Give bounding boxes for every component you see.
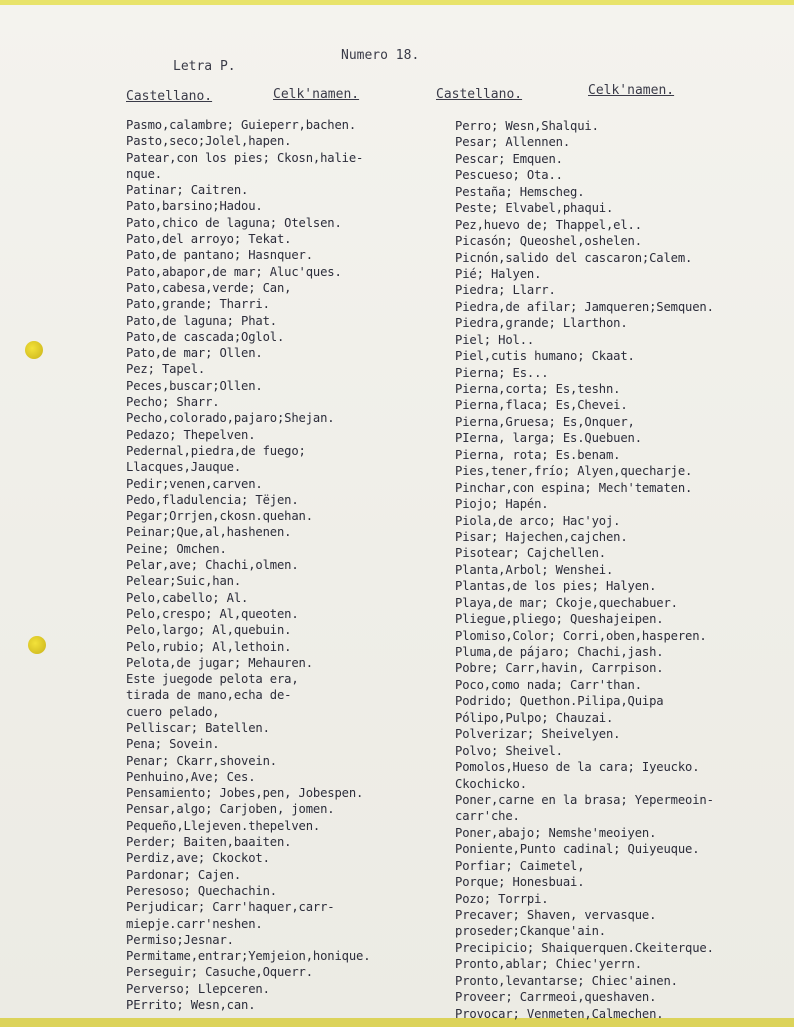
vocabulary-entry: Pasto,seco;Jolel,hapen. — [126, 134, 292, 149]
vocabulary-entry: Pies,tener,frío; Alyen,quecharje. — [455, 464, 693, 479]
vocabulary-entry: Pardonar; Cajen. — [126, 867, 241, 882]
vocabulary-entry: Permiso;Jesnar. — [126, 932, 234, 947]
binder-hole — [25, 341, 43, 359]
vocabulary-entry: Pisar; Hajechen,cajchen. — [455, 529, 628, 544]
vocabulary-entry: Pólipo,Pulpo; Chauzai. — [455, 710, 614, 725]
vocabulary-entry: Perverso; Llepceren. — [126, 981, 270, 996]
vocabulary-entry: Piel; Hol.. — [455, 332, 535, 347]
vocabulary-entry: Pedo,fladulencia; Tëjen. — [126, 492, 299, 507]
vocabulary-entry: Poniente,Punto cadinal; Quiyeuque. — [455, 842, 700, 857]
vocabulary-entry: nque. — [126, 166, 162, 181]
vocabulary-entry: Pedernal,piedra,de fuego; — [126, 443, 306, 458]
vocabulary-entry: Pescar; Emquen. — [455, 151, 563, 166]
vocabulary-entry: Podrido; Quethon.Pilipa,Quipa — [455, 694, 664, 709]
vocabulary-entry: Pelo,rubio; Al,lethoin. — [126, 639, 292, 654]
vocabulary-entry: PIerna, larga; Es.Quebuen. — [455, 431, 642, 446]
vocabulary-entry: Pato,barsino;Hadou. — [126, 199, 263, 214]
vocabulary-entry: Pliegue,pliego; Queshajeipen. — [455, 612, 664, 627]
vocabulary-entry: Peinar;Que,al,hashenen. — [126, 525, 292, 540]
vocabulary-entry: Pelo,crespo; Al,queoten. — [126, 606, 299, 621]
vocabulary-entry: Picnón,salido del cascaron;Calem. — [455, 250, 693, 265]
vocabulary-entry: Pegar;Orrjen,ckosn.quehan. — [126, 509, 313, 524]
page-number-heading: Numero 18. — [341, 48, 420, 63]
vocabulary-entry: miepje.carr'neshen. — [126, 916, 263, 931]
vocabulary-entry: Pinchar,con espina; Mech'tematen. — [455, 480, 693, 495]
vocabulary-entry: cuero pelado, — [126, 704, 220, 719]
vocabulary-entry: Pedir;venen,carven. — [126, 476, 263, 491]
vocabulary-entry: Pelar,ave; Chachi,olmen. — [126, 558, 299, 573]
vocabulary-entry: Perder; Baiten,baaiten. — [126, 835, 292, 850]
vocabulary-entry: Perro; Wesn,Shalqui. — [455, 119, 599, 133]
vocabulary-entry: Perdiz,ave; Ckockot. — [126, 851, 270, 866]
vocabulary-entry: Pecho,colorado,pajaro;Shejan. — [126, 411, 335, 426]
vocabulary-entry: Peresoso; Quechachin. — [126, 883, 277, 898]
vocabulary-entry: Peces,buscar;Ollen. — [126, 378, 263, 393]
vocabulary-entry: Peine; Omchen. — [126, 541, 227, 556]
vocabulary-entry: Pestaña; Hemscheg. — [455, 184, 585, 199]
vocabulary-entry: Ckochicko. — [455, 776, 527, 791]
vocabulary-entry: Pozo; Torrpi. — [455, 891, 549, 906]
vocabulary-entry: Pecho; Sharr. — [126, 395, 220, 410]
vocabulary-entry: Llacques,Jauque. — [126, 460, 241, 475]
vocabulary-entry: Peste; Elvabel,phaqui. — [455, 201, 614, 216]
vocabulary-entry: Pierna,Gruesa; Es,Onquer, — [455, 414, 635, 429]
vocabulary-entry: Pensamiento; Jobes,pen, Jobespen. — [126, 786, 364, 801]
vocabulary-entry: Picasón; Queoshel,oshelen. — [455, 234, 642, 249]
vocabulary-entry: Pelo,cabello; Al. — [126, 590, 249, 605]
vocabulary-entry: Pasmo,calambre; Guieperr,bachen. — [126, 118, 356, 132]
vocabulary-entry: Pelear;Suic,han. — [126, 574, 241, 589]
vocabulary-entry: Piola,de arco; Hac'yoj. — [455, 513, 621, 528]
vocabulary-entry: Piedra; Llarr. — [455, 283, 556, 298]
vocabulary-entry: Permitame,entrar;Yemjeion,honique. — [126, 949, 371, 964]
vocabulary-entry: Pato,de laguna; Phat. — [126, 313, 277, 328]
column-header-celknamen-right: Celk'namen. — [588, 83, 675, 98]
vocabulary-entry: Pierna,corta; Es,teshn. — [455, 382, 621, 396]
vocabulary-entry: Pato,chico de laguna; Otelsen. — [126, 215, 342, 230]
vocabulary-entry: Pisotear; Cajchellen. — [455, 546, 606, 561]
letter-heading: Letra P. — [173, 59, 236, 74]
vocabulary-entry: Pato,del arroyo; Tekat. — [126, 232, 292, 247]
vocabulary-entry: Pato,de cascada;Oglol. — [126, 329, 285, 344]
vocabulary-entry: Pato,de mar; Ollen. — [126, 346, 263, 361]
vocabulary-entry: Piedra,grande; Llarthon. — [455, 316, 628, 331]
vocabulary-entry: Patear,con los pies; Ckosn,halie- — [126, 150, 364, 165]
vocabulary-entry: Plomiso,Color; Corri,oben,hasperen. — [455, 628, 707, 643]
vocabulary-entry: Penar; Ckarr,shovein. — [126, 753, 277, 768]
vocabulary-entry: Piojo; Hapén. — [455, 497, 549, 512]
vocabulary-entry: Pato,grande; Tharri. — [126, 297, 270, 312]
vocabulary-entry: Pez; Tapel. — [126, 362, 206, 377]
vocabulary-entry: Perseguir; Casuche,Oquerr. — [126, 965, 313, 980]
vocabulary-entry: Pelota,de jugar; Mehauren. — [126, 655, 313, 670]
vocabulary-entry: Perjudicar; Carr'haquer,carr- — [126, 900, 335, 915]
page-top-edge — [0, 0, 794, 5]
vocabulary-entry: Pierna; Es... — [455, 365, 549, 380]
vocabulary-entry: Piedra,de afilar; Jamqueren;Semquen. — [455, 299, 714, 314]
right-vocabulary-column — [455, 118, 793, 1022]
vocabulary-entry: Pluma,de pájaro; Chachi,jash. — [455, 645, 664, 659]
vocabulary-entry: Pié; Halyen. — [455, 266, 542, 281]
column-header-celknamen-left: Celk'namen. — [273, 87, 360, 102]
vocabulary-entry: Pez,huevo de; Thappel,el.. — [455, 217, 642, 232]
vocabulary-entry: Planta,Arbol; Wenshei. — [455, 562, 614, 577]
vocabulary-entry: Patinar; Caitren. — [126, 183, 249, 198]
vocabulary-entry: Pelliscar; Batellen. — [126, 720, 270, 735]
vocabulary-entry: carr'che. — [455, 809, 520, 824]
vocabulary-entry: Provocar; Venmeten,Calmechen. — [455, 1006, 664, 1021]
vocabulary-entry: Proveer; Carrmeoi,queshaven. — [455, 990, 657, 1005]
vocabulary-entry: Pensar,algo; Carjoben, jomen. — [126, 802, 335, 817]
vocabulary-entry: proseder;Ckanque'ain. — [455, 924, 606, 939]
vocabulary-entry: Pomolos,Hueso de la cara; Iyeucko. — [455, 760, 700, 775]
vocabulary-entry: Este juegode pelota era, — [126, 672, 299, 687]
vocabulary-entry: Pescueso; Ota.. — [455, 168, 563, 183]
vocabulary-entry: Pelo,largo; Al,quebuin. — [126, 623, 292, 638]
vocabulary-entry: Poner,carne en la brasa; Yepermeoin- — [455, 792, 714, 807]
vocabulary-entry: Plantas,de los pies; Halyen. — [455, 579, 657, 594]
vocabulary-entry: Porque; Honesbuai. — [455, 875, 585, 890]
vocabulary-entry: Pronto,levantarse; Chiec'ainen. — [455, 973, 678, 988]
vocabulary-entry: Pesar; Allennen. — [455, 135, 570, 150]
vocabulary-entry: Pierna,flaca; Es,Chevei. — [455, 398, 628, 413]
binder-hole — [28, 636, 46, 654]
vocabulary-entry: Piel,cutis humano; Ckaat. — [455, 349, 635, 364]
vocabulary-entry: Poner,abajo; Nemshe'meoiyen. — [455, 825, 657, 840]
vocabulary-entry: Polverizar; Sheivelyen. — [455, 727, 621, 742]
vocabulary-entry: Pedazo; Thepelven. — [126, 427, 256, 442]
vocabulary-entry: Pierna, rota; Es.benam. — [455, 447, 621, 462]
vocabulary-entry: Porfiar; Caimetel, — [455, 858, 585, 873]
vocabulary-entry: Poco,como nada; Carr'than. — [455, 677, 642, 692]
column-header-castellano-right: Castellano. — [436, 87, 523, 102]
vocabulary-entry: tirada de mano,echa de- — [126, 688, 292, 703]
vocabulary-entry: Penhuino,Ave; Ces. — [126, 769, 256, 784]
column-header-castellano-left: Castellano. — [126, 89, 213, 104]
vocabulary-entry: Polvo; Sheivel. — [455, 743, 563, 758]
vocabulary-entry: Pato,abapor,de mar; Aluc'ques. — [126, 264, 342, 279]
vocabulary-entry: Playa,de mar; Ckoje,quechabuer. — [455, 595, 678, 610]
vocabulary-entry: Pato,de pantano; Hasnquer. — [126, 248, 313, 263]
vocabulary-entry: Pronto,ablar; Chiec'yerrn. — [455, 957, 642, 972]
vocabulary-entry: Pobre; Carr,havin, Carrpison. — [455, 661, 664, 676]
vocabulary-entry: Pato,cabesa,verde; Can, — [126, 280, 292, 295]
vocabulary-entry: PErrito; Wesn,can. — [126, 998, 256, 1013]
left-vocabulary-column — [126, 117, 456, 1013]
vocabulary-entry: Pequeño,Llejeven.thepelven. — [126, 818, 321, 833]
vocabulary-entry: Pena; Sovein. — [126, 737, 220, 752]
vocabulary-entry: Precipicio; Shaiquerquen.Ckeiterque. — [455, 940, 714, 955]
vocabulary-entry: Precaver; Shaven, vervasque. — [455, 908, 657, 922]
